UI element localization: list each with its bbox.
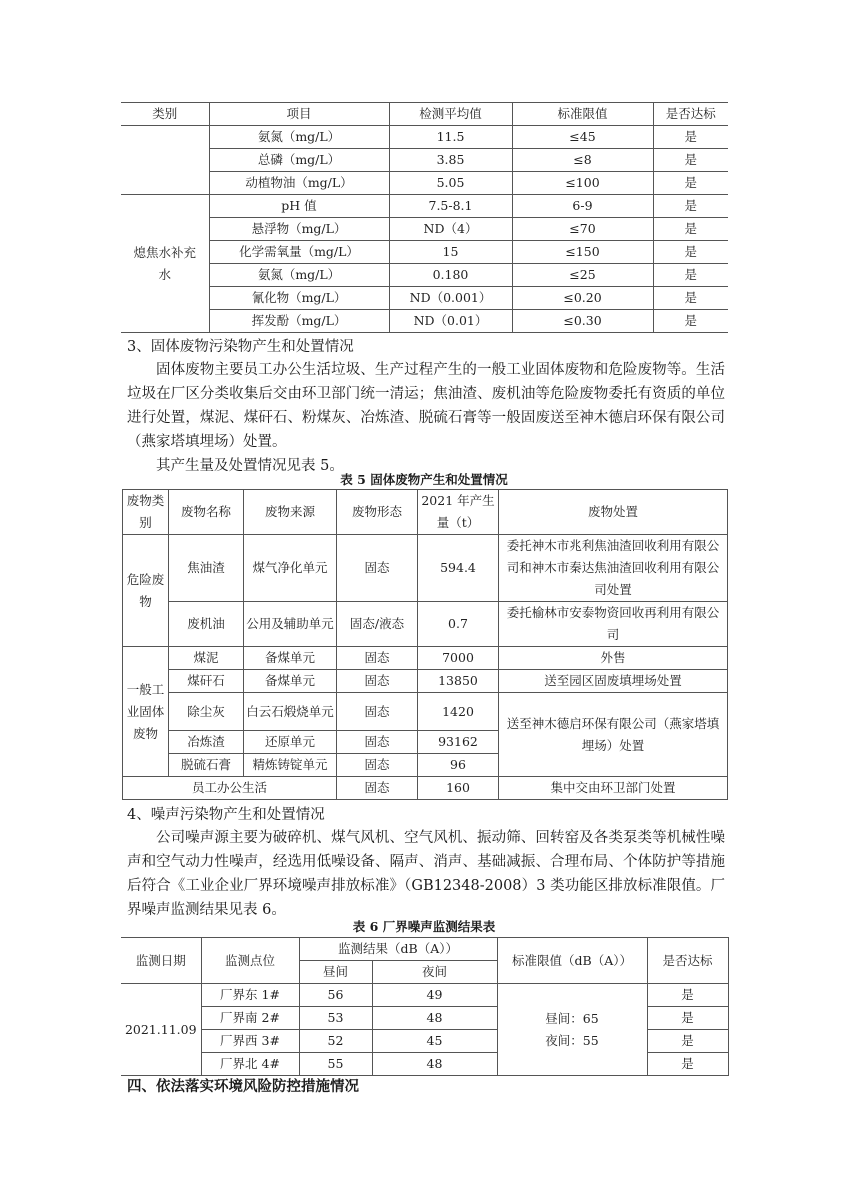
item-cell: 氰化物（mg/L） [209,287,389,310]
table-row [121,264,728,287]
limit-cell: 6-9 [512,195,653,218]
item-cell: 悬浮物（mg/L） [209,218,389,241]
header-cell: 昼间 [299,961,372,984]
ok-cell: 是 [653,195,728,218]
name-cell: 冶炼渣 [169,731,244,754]
ok-cell: 是 [647,984,728,1007]
source-cell: 精炼铸锭单元 [244,754,337,777]
item-cell: 化学需氧量（mg/L） [209,241,389,264]
item-cell: pH 值 [209,195,389,218]
section-heading: 3、固体废物污染物产生和处置情况 [127,339,354,355]
section-heading: 4、噪声污染物产生和处置情况 [127,807,325,823]
header-cell: 监测结果（dB（A）） [299,938,497,961]
header-cell: 2021 年产生量（t） [418,490,499,535]
noise-monitoring-table [121,937,729,1076]
table-header-row [123,490,728,535]
point-cell: 厂界东 1# [201,984,299,1007]
header-cell: 废物名称 [169,490,244,535]
table-row [123,670,728,693]
header-cell: 检测平均值 [389,103,512,126]
name-cell: 废机油 [169,602,244,647]
limit-cell: ≤70 [512,218,653,241]
category-cell: 一般工业固体废物 [123,647,169,777]
table-header-row [121,938,728,961]
paragraph-text: 其产生量及处置情况见表 5。 [156,458,344,474]
day-cell: 53 [299,1007,372,1030]
amount-cell: 96 [418,754,499,777]
header-cell: 是否达标 [653,103,728,126]
table-row [121,241,728,264]
solid-waste-table [122,489,728,800]
disposal-cell: 送至园区固废填埋场处置 [499,670,728,693]
item-cell: 氨氮（mg/L） [209,264,389,287]
header-cell: 标准限值（dB（A）） [497,938,647,984]
table-row [121,195,728,218]
header-cell: 项目 [209,103,389,126]
table-header-row [121,103,728,126]
header-cell: 夜间 [372,961,497,984]
name-cell: 脱硫石膏 [169,754,244,777]
form-cell: 固态 [337,777,418,800]
ok-cell: 是 [653,287,728,310]
table-row [121,218,728,241]
value-cell: 7.5-8.1 [389,195,512,218]
ok-cell: 是 [653,126,728,149]
amount-cell: 160 [418,777,499,800]
ok-cell: 是 [647,1030,728,1053]
limit-cell [497,984,647,1076]
ok-cell: 是 [647,1053,728,1076]
header-cell: 废物处置 [499,490,728,535]
point-cell: 厂界西 3# [201,1030,299,1053]
limit-cell: ≤150 [512,241,653,264]
value-cell: 11.5 [389,126,512,149]
disposal-cell: 委托神木市兆利焦油渣回收利用有限公司和神木市秦达焦油渣回收利用有限公司处置 [499,535,728,602]
form-cell: 固态 [337,754,418,777]
form-cell: 固态 [337,693,418,731]
paragraph-text: 固体废物主要员工办公生活垃圾、生产过程产生的一般工业固体废物和危险废物等。生活垃圾在厂区分类收集后交由环卫部门统一清运；焦油渣、废机油等危险废物委托有资质的单位进行处置，煤泥、煤矸石、粉煤灰、冶炼渣、脱硫石膏等一般固废送至神木德启环保有限公司（燕家塔填埋场）处置。 [127,362,725,450]
ok-cell: 是 [653,241,728,264]
point-cell: 厂界南 2# [201,1007,299,1030]
item-cell: 总磷（mg/L） [209,149,389,172]
limit-night: 夜间：55 [545,1032,599,1048]
limit-cell: ≤25 [512,264,653,287]
disposal-cell: 外售 [499,647,728,670]
form-cell: 固态/液态 [337,602,418,647]
night-cell: 48 [372,1053,497,1076]
table-caption: 表 6 厂界噪声监测结果表 [352,919,496,934]
name-cell: 煤泥 [169,647,244,670]
name-cell: 除尘灰 [169,693,244,731]
limit-cell: ≤0.20 [512,287,653,310]
disposal-cell: 集中交由环卫部门处置 [499,777,728,800]
night-cell: 45 [372,1030,497,1053]
value-cell: ND（0.01） [389,310,512,333]
amount-cell: 7000 [418,647,499,670]
source-cell: 白云石煅烧单元 [244,693,337,731]
header-cell: 废物形态 [337,490,418,535]
table-row [123,602,728,647]
source-cell: 煤气净化单元 [244,535,337,602]
item-cell: 挥发酚（mg/L） [209,310,389,333]
header-cell: 废物来源 [244,490,337,535]
category-cell: 熄焦水补充水 [121,195,209,333]
limit-cell: ≤0.30 [512,310,653,333]
table-caption: 表 5 固体废物产生和处置情况 [340,472,508,487]
disposal-cell: 委托榆林市安泰物资回收再利用有限公司 [499,602,728,647]
day-cell: 52 [299,1030,372,1053]
water-quality-table [121,102,728,333]
disposal-cell: 送至神木德启环保有限公司（燕家塔填埋场）处置 [499,693,728,777]
table-row [121,984,728,1007]
limit-cell: ≤100 [512,172,653,195]
amount-cell: 1420 [418,693,499,731]
section-paragraph [127,826,725,922]
ok-cell: 是 [653,218,728,241]
header-cell: 标准限值 [512,103,653,126]
name-cell: 员工办公生活 [123,777,337,800]
table-row [123,535,728,602]
source-cell: 还原单元 [244,731,337,754]
category-cell [121,126,209,195]
paragraph-text: 公司噪声源主要为破碎机、煤气风机、空气风机、振动筛、回转窑及各类泵类等机械性噪声和空气动力性噪声，经选用低噪设备、隔声、消声、基础减振、合理布局、个体防护等措施后符合《工业企业厂界环境噪声排放标准》（GB12348-2008）3 类功能区排放标准限值。厂界噪声监测结果见表 6。 [127,830,725,918]
amount-cell: 93162 [418,731,499,754]
amount-cell: 0.7 [418,602,499,647]
source-cell: 备煤单元 [244,647,337,670]
ok-cell: 是 [653,264,728,287]
table-row [123,777,728,800]
table-row [121,287,728,310]
date-cell: 2021.11.09 [121,984,201,1076]
value-cell: ND（4） [389,218,512,241]
day-cell: 56 [299,984,372,1007]
name-cell: 煤矸石 [169,670,244,693]
table-row [121,310,728,333]
source-cell: 公用及辅助单元 [244,602,337,647]
section-heading: 四、依法落实环境风险防控措施情况 [127,1078,359,1095]
table-row [121,149,728,172]
ok-cell: 是 [647,1007,728,1030]
table-row [121,126,728,149]
value-cell: ND（0.001） [389,287,512,310]
value-cell: 0.180 [389,264,512,287]
header-cell: 监测点位 [201,938,299,984]
day-cell: 55 [299,1053,372,1076]
ok-cell: 是 [653,172,728,195]
form-cell: 固态 [337,731,418,754]
value-cell: 15 [389,241,512,264]
amount-cell: 594.4 [418,535,499,602]
limit-cell: ≤8 [512,149,653,172]
ok-cell: 是 [653,149,728,172]
form-cell: 固态 [337,535,418,602]
header-cell: 类别 [121,103,209,126]
form-cell: 固态 [337,670,418,693]
table-row [123,647,728,670]
value-cell: 3.85 [389,149,512,172]
name-cell: 焦油渣 [169,535,244,602]
value-cell: 5.05 [389,172,512,195]
ok-cell: 是 [653,310,728,333]
limit-day: 昼间：65 [545,1010,599,1026]
amount-cell: 13850 [418,670,499,693]
source-cell: 备煤单元 [244,670,337,693]
item-cell: 动植物油（mg/L） [209,172,389,195]
section-paragraph [127,358,725,478]
form-cell: 固态 [337,647,418,670]
limit-cell: ≤45 [512,126,653,149]
table-row [121,172,728,195]
category-cell: 危险废物 [123,535,169,647]
header-cell: 监测日期 [121,938,201,984]
point-cell: 厂界北 4# [201,1053,299,1076]
night-cell: 49 [372,984,497,1007]
table-row [123,693,728,731]
header-cell: 是否达标 [647,938,728,984]
night-cell: 48 [372,1007,497,1030]
item-cell: 氨氮（mg/L） [209,126,389,149]
header-cell: 废物类别 [123,490,169,535]
